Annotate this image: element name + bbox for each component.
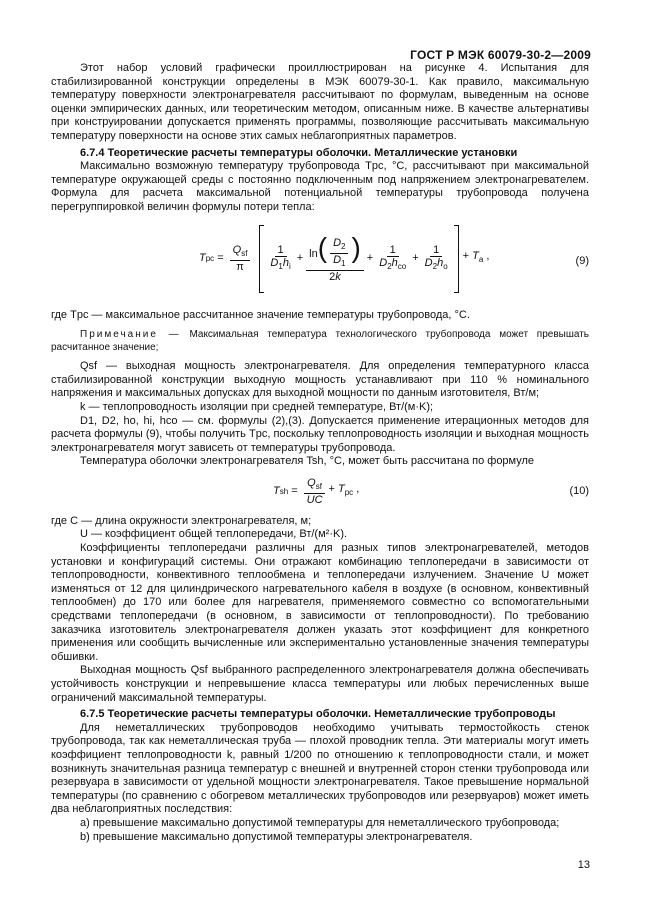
equation-9-number: (9)	[575, 254, 589, 267]
section-6-7-4-paragraph: Максимально возможную температуру трубопровода Tpc, °C, рассчитывают при максимальной температуре окружающей среды с постоянно подключенным под напряжением электронагревателем. Формула для расчета максимальной потенциальной температуры трубопровода получена перегруппировкой величин формулы потери тепла:	[51, 160, 589, 213]
section-6-7-4-heading: 6.7.4 Теоретические расчеты температуры оболочки. Металлические установки	[80, 146, 518, 159]
tsh-intro: Температура оболочки электронагревателя Tsh, °C, может быть рассчитана по формуле	[80, 455, 535, 468]
where-c: где C — длина окружности электронагревателя, м;	[51, 514, 312, 527]
section-6-7-5-paragraph: Для неметаллических трубопроводов необходимо учитывать термостойкость стенок трубопровода, так как неметаллическая труба — плохой проводник тепла. Эти материалы могут иметь коэффициент теплопроводности k, равный 1/200 по отношению к теплопроводности стали, и может возникнуть значительная разница температур с внешней и внутренней сторон стенки трубопровода или резервуара в зависимости от удельной мощности электронагревателя. Такое превышение нормальной температуры (по сравнению с обогревом металлических трубопроводов или резервуаров) может иметь два неблагоприятных последствия:	[51, 721, 589, 816]
intro-paragraph: Этот набор условий графически проиллюстрирован на рисунке 4. Испытания для стабилизированной конструкции определены в МЭК 60079-30-1. Как правило, максимальную температуру поверхности электронагревателя рассчитывают по формулам, выведенным на основе оценки эмпирических данных, или теоретическим методом, описанным ниже. В качестве альтернативы при конструировании допускается применять программы, позволяющие рассчитывать максимальную температуру поверхности на основе этих самых неблагоприятных параметров.	[51, 62, 589, 142]
list-item-a: a) превышение максимально допустимой температуры для неметаллического трубопровода;	[80, 816, 560, 829]
definition-dimensions: D1, D2, ho, hi, hco — см. формулы (2),(3). Допускается применение итерационных методов для расчета формулы (9), чтобы получить Tpc, поскольку теплопроводность изоляции и выходная мощность электронагревателя могут зависеть от температуры трубопровода.	[51, 414, 589, 454]
coefficient-paragraph: Коэффициенты теплопередачи различны для разных типов электронагревателей, методов установки и конфигураций системы. Они отражают комбинацию теплопередачи в зависимости от теплопроводности, конвективного теплообмена и теплопередачи излучением. Значение U может изменяться от 12 для цилиндрического нагревательного кабеля в воздухе (в основном, конвективный теплообмен) до 170 или более для нагревателя, применяемого совместно со вспомогательными средствами теплопередачи (в основном, в зависимости от теплопроводности). По требованию заказчика изготовитель электронагревателя должен указать этот коэффициент для конкретного применения или сообщить вычисленные или экспериментально установленные значения температуры обшивки.	[51, 542, 589, 663]
note-text: Максимальная температура технологического трубопровода может превышать расчитанное значение;	[51, 329, 589, 354]
definition-qsf: Qsf — выходная мощность электронагревателя. Для определения температурного класса стабилизированной конструкции выходную мощность устанавливают при 110 % номинального напряжения и максимальных допусках для выходной мощности по данным изготовителя, Вт/м;	[51, 360, 589, 400]
equation-10-number: (10)	[569, 485, 589, 498]
note-label: Примечание —	[80, 329, 181, 341]
page-body	[51, 62, 589, 844]
document-header: ГОСТ Р МЭК 60079-30-2—2009	[410, 48, 591, 62]
section-6-7-5-heading: 6.7.5 Теоретические расчеты температуры оболочки. Неметаллические трубопроводы	[80, 708, 556, 721]
page-number: 13	[577, 859, 590, 871]
note	[51, 328, 589, 354]
equation-10: T sh = $\frac{Q_{sf}}{UC}$ + $T_{pc}$ , (10)	[273, 476, 589, 506]
list-item-b: b) превышение максимально допустимой температуры электронагревателя.	[80, 830, 473, 843]
definition-k: k — теплопроводность изоляции при средней температуре, Вт/(м·K);	[80, 400, 434, 413]
where-u: U — коэффициент общей теплопередачи, Вт/(м²·K).	[80, 528, 348, 541]
equation-9: T pc = $\frac{Q_{sf}}{\pi}$ $\frac{1}{D_1h_i}$ + ln( $\frac{D_2}{D_1}$ ) 2k + $\frac{1}{D_2h_{co}}$ + $\frac{1}{D_2h_o}$ + $T_a$ , (9)	[51, 221, 589, 303]
where-tpc: где Tpc — максимальное рассчитанное значение температуры трубопровода, °C.	[51, 308, 470, 321]
output-power-paragraph: Выходная мощность Qsf выбранного распределенного электронагревателя должна обеспечивать устойчивость конструкции и непревышение класса температуры или любых перечисленных выше ограничений максимальной температуры.	[51, 664, 589, 704]
